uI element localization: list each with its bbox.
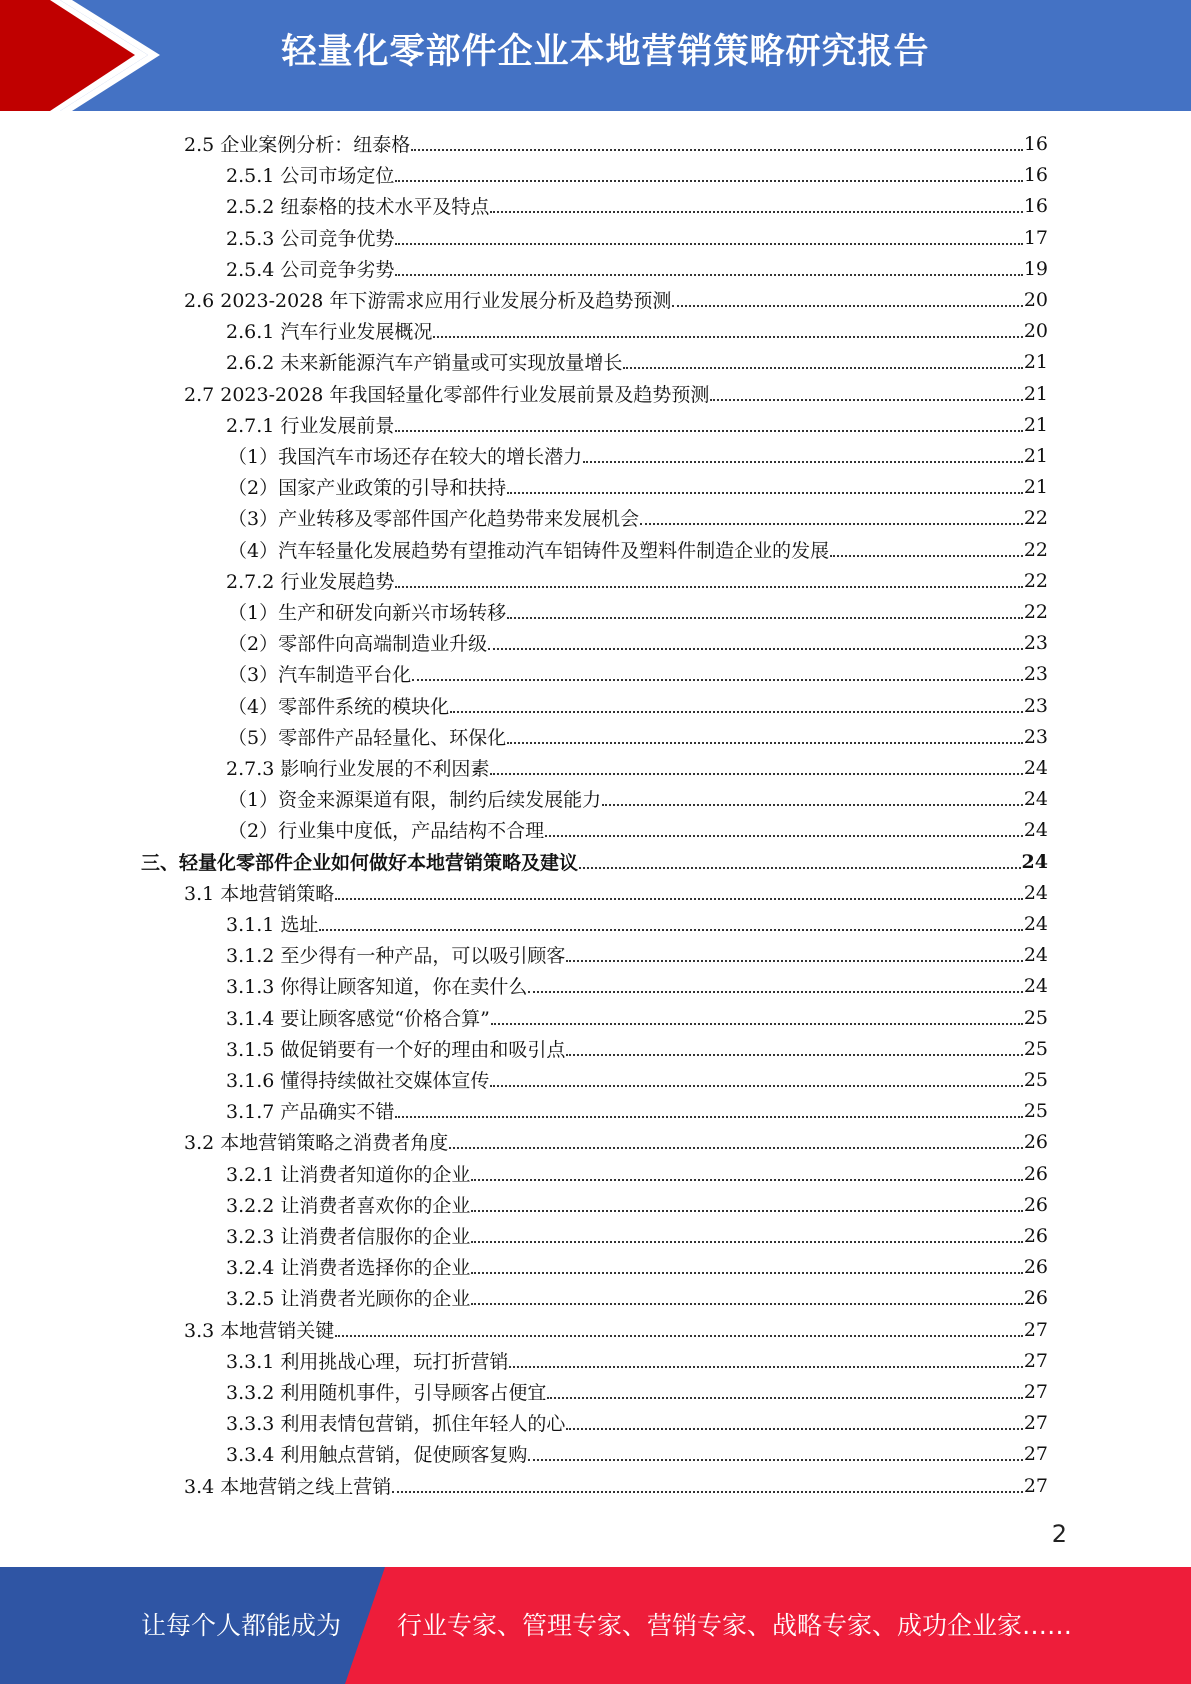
- page-footer: [0, 1567, 1191, 1684]
- toc-entry-title: 3.1.6 懂得持续做社交媒体宣传: [226, 1070, 490, 1092]
- toc-entry[interactable]: [226, 1345, 1048, 1376]
- toc-entry-page: 17: [1023, 226, 1048, 249]
- toc-entry-title: 3.2.1 让消费者知道你的企业: [226, 1164, 471, 1186]
- toc-entry-page: 25: [1023, 1037, 1048, 1060]
- toc-dot-leader: [710, 399, 1022, 401]
- toc-entry[interactable]: [228, 658, 1048, 689]
- toc-entry-page: 26: [1023, 1193, 1048, 1216]
- toc-dot-leader: [545, 835, 1023, 837]
- toc-entry-page: 19: [1023, 257, 1048, 280]
- toc-dot-leader: [583, 461, 1023, 463]
- toc-entry-page: 23: [1023, 725, 1048, 748]
- toc-entry[interactable]: [184, 1314, 1048, 1345]
- toc-entry-page: 26: [1023, 1286, 1048, 1309]
- toc-entry-title: 3.3 本地营销关键: [184, 1320, 335, 1342]
- toc-entry-page: 23: [1023, 631, 1048, 654]
- toc-dot-leader: [507, 617, 1023, 619]
- toc-entry-page: 20: [1023, 319, 1048, 342]
- toc-entry-title: （2）零部件向高端制造业升级: [228, 633, 488, 655]
- toc-entry-title: 2.5.2 纽泰格的技术水平及特点: [226, 196, 490, 218]
- toc-dot-leader: [471, 1179, 1022, 1181]
- toc-entry-title: 2.7.1 行业发展前景: [226, 415, 395, 437]
- toc-entry-title: 3.3.1 利用挑战心理，玩打折营销: [226, 1351, 509, 1373]
- toc-dot-leader: [395, 274, 1022, 276]
- toc-entry[interactable]: [141, 846, 1048, 877]
- toc-entry[interactable]: [226, 409, 1048, 440]
- toc-dot-leader: [547, 1397, 1022, 1399]
- toc-dot-leader: [395, 1116, 1022, 1118]
- toc-dot-leader: [672, 305, 1022, 307]
- toc-entry-page: 24: [1023, 818, 1048, 841]
- toc-entry[interactable]: [228, 440, 1048, 471]
- toc-entry-title: （3）汽车制造平台化: [228, 664, 412, 686]
- toc-dot-leader: [471, 1303, 1022, 1305]
- toc-dot-leader: [830, 555, 1023, 557]
- toc-entry-title: 3.4 本地营销之线上营销: [184, 1476, 392, 1498]
- toc-entry[interactable]: [184, 378, 1048, 409]
- toc-dot-leader: [602, 804, 1023, 806]
- toc-dot-leader: [491, 1023, 1023, 1025]
- toc-entry-page: 24: [1023, 756, 1048, 779]
- toc-entry-title: 3.2.4 让消费者选择你的企业: [226, 1257, 471, 1279]
- toc-dot-leader: [566, 1054, 1022, 1056]
- toc-entry-title: 3.2.3 让消费者信服你的企业: [226, 1226, 471, 1248]
- toc-entry-title: （1）生产和研发向新兴市场转移: [228, 602, 507, 624]
- toc-entry-title: （3）产业转移及零部件国产化趋势带来发展机会: [228, 508, 640, 530]
- toc-entry-title: 2.5.1 公司市场定位: [226, 165, 395, 187]
- toc-entry-title: 3.2 本地营销策略之消费者角度: [184, 1132, 449, 1154]
- toc-entry-page: 27: [1023, 1318, 1048, 1341]
- toc-entry-title: （2）国家产业政策的引导和扶持: [228, 477, 507, 499]
- toc-entry[interactable]: [226, 908, 1048, 939]
- toc-dot-leader: [471, 1210, 1022, 1212]
- toc-entry-title: （1）资金来源渠道有限，制约后续发展能力: [228, 789, 602, 811]
- toc-dot-leader: [412, 679, 1023, 681]
- toc-entry[interactable]: [184, 284, 1048, 315]
- toc-entry[interactable]: [226, 1220, 1048, 1251]
- toc-entry-page: 22: [1023, 600, 1048, 623]
- toc-entry-title: 2.6.2 未来新能源汽车产销量或可实现放量增长: [226, 352, 623, 374]
- toc-entry-page: 22: [1023, 506, 1048, 529]
- toc-entry[interactable]: [226, 939, 1048, 970]
- toc-entry-title: 3.2.2 让消费者喜欢你的企业: [226, 1195, 471, 1217]
- toc-entry[interactable]: [228, 596, 1048, 627]
- toc-entry[interactable]: [226, 1438, 1048, 1469]
- toc-entry-page: 26: [1023, 1255, 1048, 1278]
- toc-entry-page: 26: [1023, 1130, 1048, 1153]
- toc-entry-page: 25: [1023, 1068, 1048, 1091]
- toc-dot-leader: [392, 1491, 1023, 1493]
- toc-dot-leader: [395, 586, 1022, 588]
- toc-entry-page: 22: [1023, 569, 1048, 592]
- toc-entry-page: 21: [1023, 382, 1048, 405]
- page-number: 2: [1051, 1520, 1067, 1548]
- toc-entry[interactable]: [228, 783, 1048, 814]
- toc-dot-leader: [488, 648, 1023, 650]
- toc-entry[interactable]: [226, 752, 1048, 783]
- toc-dot-leader: [471, 1241, 1022, 1243]
- toc-dot-leader: [395, 243, 1022, 245]
- page-header: [0, 0, 1191, 111]
- toc-entry[interactable]: [226, 315, 1048, 346]
- toc-entry-page: 24: [1023, 881, 1048, 904]
- toc-entry-title: （2）行业集中度低，产品结构不合理: [228, 820, 545, 842]
- toc-dot-leader: [471, 1272, 1022, 1274]
- toc-dot-leader: [490, 1085, 1022, 1087]
- toc-entry-title: 2.6 2023-2028 年下游需求应用行业发展分析及趋势预测: [184, 290, 672, 312]
- toc-entry[interactable]: [226, 1033, 1048, 1064]
- toc-dot-leader: [640, 523, 1023, 525]
- toc-entry-page: 27: [1023, 1411, 1048, 1434]
- toc-entry[interactable]: [226, 1002, 1048, 1033]
- toc-entry[interactable]: [184, 1470, 1048, 1501]
- toc-entry-title: 3.1.4 要让顾客感觉“价格合算”: [226, 1008, 490, 1030]
- toc-entry-page: 21: [1023, 444, 1048, 467]
- toc-entry[interactable]: [184, 877, 1048, 908]
- toc-entry[interactable]: [226, 253, 1048, 284]
- toc-dot-leader: [490, 773, 1022, 775]
- toc-entry-title: 2.7.3 影响行业发展的不利因素: [226, 758, 490, 780]
- toc-entry-title: 2.5.4 公司竞争劣势: [226, 259, 395, 281]
- toc-entry[interactable]: [226, 1095, 1048, 1126]
- toc-entry-title: 3.3.4 利用触点营销，促使顾客复购: [226, 1444, 528, 1466]
- report-title: 轻量化零部件企业本地营销策略研究报告: [281, 32, 930, 72]
- toc-entry-title: 2.7.2 行业发展趋势: [226, 571, 395, 593]
- toc-entry[interactable]: [226, 565, 1048, 596]
- toc-entry[interactable]: [226, 1376, 1048, 1407]
- toc-entry-page: 24: [1023, 912, 1048, 935]
- toc-dot-leader: [319, 929, 1022, 931]
- toc-entry-page: 27: [1023, 1380, 1048, 1403]
- toc-entry[interactable]: [226, 1251, 1048, 1282]
- toc-entry[interactable]: [226, 159, 1048, 190]
- toc-entry-page: 27: [1023, 1349, 1048, 1372]
- toc-dot-leader: [335, 1335, 1023, 1337]
- toc-dot-leader: [411, 149, 1023, 151]
- toc-dot-leader: [395, 430, 1022, 432]
- toc-entry-page: 26: [1023, 1224, 1048, 1247]
- toc-entry[interactable]: [226, 1189, 1048, 1220]
- toc-entry-title: （1）我国汽车市场还存在较大的增长潜力: [228, 446, 583, 468]
- toc-entry[interactable]: [228, 471, 1048, 502]
- toc-entry-page: 24: [1023, 974, 1048, 997]
- toc-entry-page: 26: [1023, 1162, 1048, 1185]
- toc-dot-leader: [509, 1366, 1022, 1368]
- toc-entry[interactable]: [184, 1126, 1048, 1157]
- footer-slogan-right: 行业专家、管理专家、营销专家、战略专家、成功企业家……: [397, 1611, 1073, 1640]
- toc-entry-title: 3.1 本地营销策略: [184, 883, 335, 905]
- toc-entry-title: 3.3.2 利用随机事件，引导顾客占便宜: [226, 1382, 547, 1404]
- toc-dot-leader: [528, 991, 1022, 993]
- toc-entry-title: 三、轻量化零部件企业如何做好本地营销策略及建议: [141, 852, 579, 874]
- toc-dot-leader: [395, 180, 1022, 182]
- toc-entry-page: 23: [1023, 662, 1048, 685]
- toc-entry-title: （5）零部件产品轻量化、环保化: [228, 727, 507, 749]
- toc-entry-title: 2.6.1 汽车行业发展概况: [226, 321, 433, 343]
- toc-dot-leader: [507, 742, 1023, 744]
- toc-entry-page: 24: [1023, 943, 1048, 966]
- toc-entry-page: 20: [1023, 288, 1048, 311]
- toc-entry[interactable]: [226, 190, 1048, 221]
- toc-entry-page: 23: [1023, 694, 1048, 717]
- toc-entry-title: 3.1.7 产品确实不错: [226, 1101, 395, 1123]
- footer-slogan-left: 让每个人都能成为: [141, 1611, 342, 1640]
- toc-dot-leader: [335, 898, 1023, 900]
- toc-dot-leader: [433, 336, 1022, 338]
- toc-entry-page: 21: [1023, 475, 1048, 498]
- toc-dot-leader: [623, 367, 1022, 369]
- toc-entry[interactable]: [226, 222, 1048, 253]
- toc-entry[interactable]: [228, 502, 1048, 533]
- toc-entry-title: 2.5 企业案例分析：纽泰格: [184, 134, 411, 156]
- toc-entry[interactable]: [226, 346, 1048, 377]
- toc-entry[interactable]: [228, 721, 1048, 752]
- toc-entry[interactable]: [228, 814, 1048, 845]
- toc-entry-title: 2.5.3 公司竞争优势: [226, 228, 395, 250]
- toc-entry-title: （4）零部件系统的模块化: [228, 696, 450, 718]
- toc-entry-page: 27: [1023, 1442, 1048, 1465]
- toc-dot-leader: [450, 711, 1023, 713]
- toc-entry-page: 27: [1023, 1474, 1048, 1497]
- toc-entry-page: 16: [1023, 163, 1048, 186]
- toc-dot-leader: [528, 1459, 1022, 1461]
- toc-entry-page: 25: [1023, 1099, 1048, 1122]
- toc-dot-leader: [579, 867, 1021, 869]
- toc-entry-title: 3.1.3 你得让顾客知道，你在卖什么: [226, 976, 528, 998]
- toc-entry[interactable]: [228, 534, 1048, 565]
- toc-entry-page: 21: [1023, 350, 1048, 373]
- toc-entry[interactable]: [226, 1158, 1048, 1189]
- toc-entry-page: 24: [1021, 850, 1048, 873]
- toc-entry[interactable]: [228, 627, 1048, 658]
- toc-dot-leader: [490, 211, 1022, 213]
- toc-entry-page: 16: [1023, 132, 1048, 155]
- toc-entry-title: 3.1.5 做促销要有一个好的理由和吸引点: [226, 1039, 566, 1061]
- toc-entry[interactable]: [226, 1282, 1048, 1313]
- toc-entry-page: 16: [1023, 194, 1048, 217]
- toc-entry-page: 25: [1023, 1006, 1048, 1029]
- toc-entry[interactable]: [184, 128, 1048, 159]
- toc-entry-page: 24: [1023, 787, 1048, 810]
- toc-dot-leader: [449, 1147, 1023, 1149]
- toc-entry-title: （4）汽车轻量化发展趋势有望推动汽车铝铸件及塑料件制造企业的发展: [228, 540, 830, 562]
- toc-entry[interactable]: [226, 1064, 1048, 1095]
- toc-entry[interactable]: [228, 690, 1048, 721]
- toc-entry-title: 3.2.5 让消费者光顾你的企业: [226, 1288, 471, 1310]
- toc-entry-page: 22: [1023, 538, 1048, 561]
- toc-entry-title: 3.1.2 至少得有一种产品，可以吸引顾客: [226, 945, 566, 967]
- toc-entry-page: 21: [1023, 413, 1048, 436]
- toc-entry[interactable]: [226, 1407, 1048, 1438]
- toc-dot-leader: [507, 492, 1023, 494]
- toc-entry-title: 3.1.1 选址: [226, 914, 319, 936]
- toc-entry-title: 2.7 2023-2028 年我国轻量化零部件行业发展前景及趋势预测: [184, 384, 710, 406]
- toc-entry-title: 3.3.3 利用表情包营销，抓住年轻人的心: [226, 1413, 566, 1435]
- toc-dot-leader: [566, 960, 1022, 962]
- toc-dot-leader: [566, 1428, 1022, 1430]
- toc-entry[interactable]: [226, 970, 1048, 1001]
